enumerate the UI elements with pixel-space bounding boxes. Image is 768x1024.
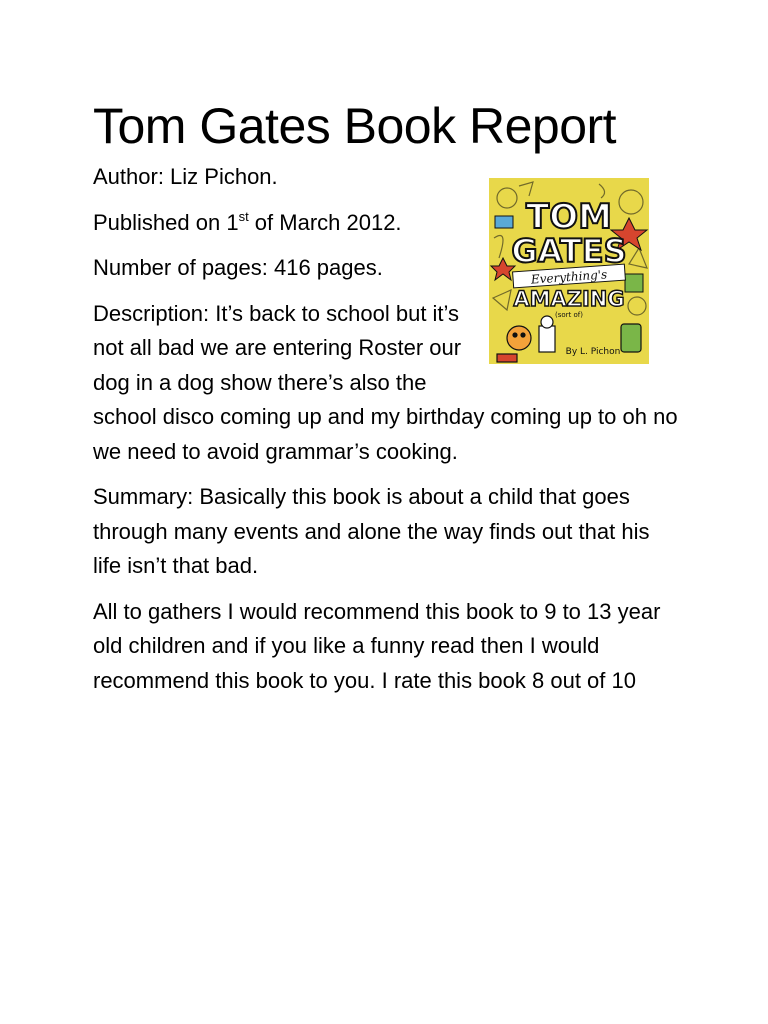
cover-title-line2: GATES: [511, 232, 627, 270]
cover-author: By L. Pichon: [565, 347, 621, 357]
report-body: [93, 160, 683, 709]
cover-title-line1: TOM: [526, 197, 612, 237]
published-ordinal: st: [238, 208, 249, 224]
pages-line: Number of pages: 416 pages.: [93, 255, 383, 280]
cover-subtitle: Everything's: [530, 267, 608, 287]
summary-paragraph: Summary: Basically this book is about a child that goes through many events and alone the way finds out that his life isn’t that bad.: [93, 484, 650, 578]
description-paragraph: Description: It’s back to school but it’s not all bad we are entering Roster our dog in a dog show there’s also the school disco coming up and my birthday coming up to oh no we need to avoid grammar’s cooking.: [93, 300, 678, 464]
page-title: Tom Gates Book Report: [93, 98, 617, 154]
published-prefix: Published on 1: [93, 209, 239, 235]
recommendation-paragraph: All to gathers I would recommend this book to 9 to 13 year old children and if you like a funny read then I would recommend this book to you. I rate this book 8 out of 10: [93, 598, 661, 693]
book-cover-image: [489, 178, 649, 364]
cover-amazing: AMAZING: [513, 287, 625, 311]
published-rest: of March 2012.: [248, 209, 402, 235]
author-line: Author: Liz Pichon.: [93, 164, 278, 189]
cover-sort-of: (sort of): [555, 311, 583, 319]
